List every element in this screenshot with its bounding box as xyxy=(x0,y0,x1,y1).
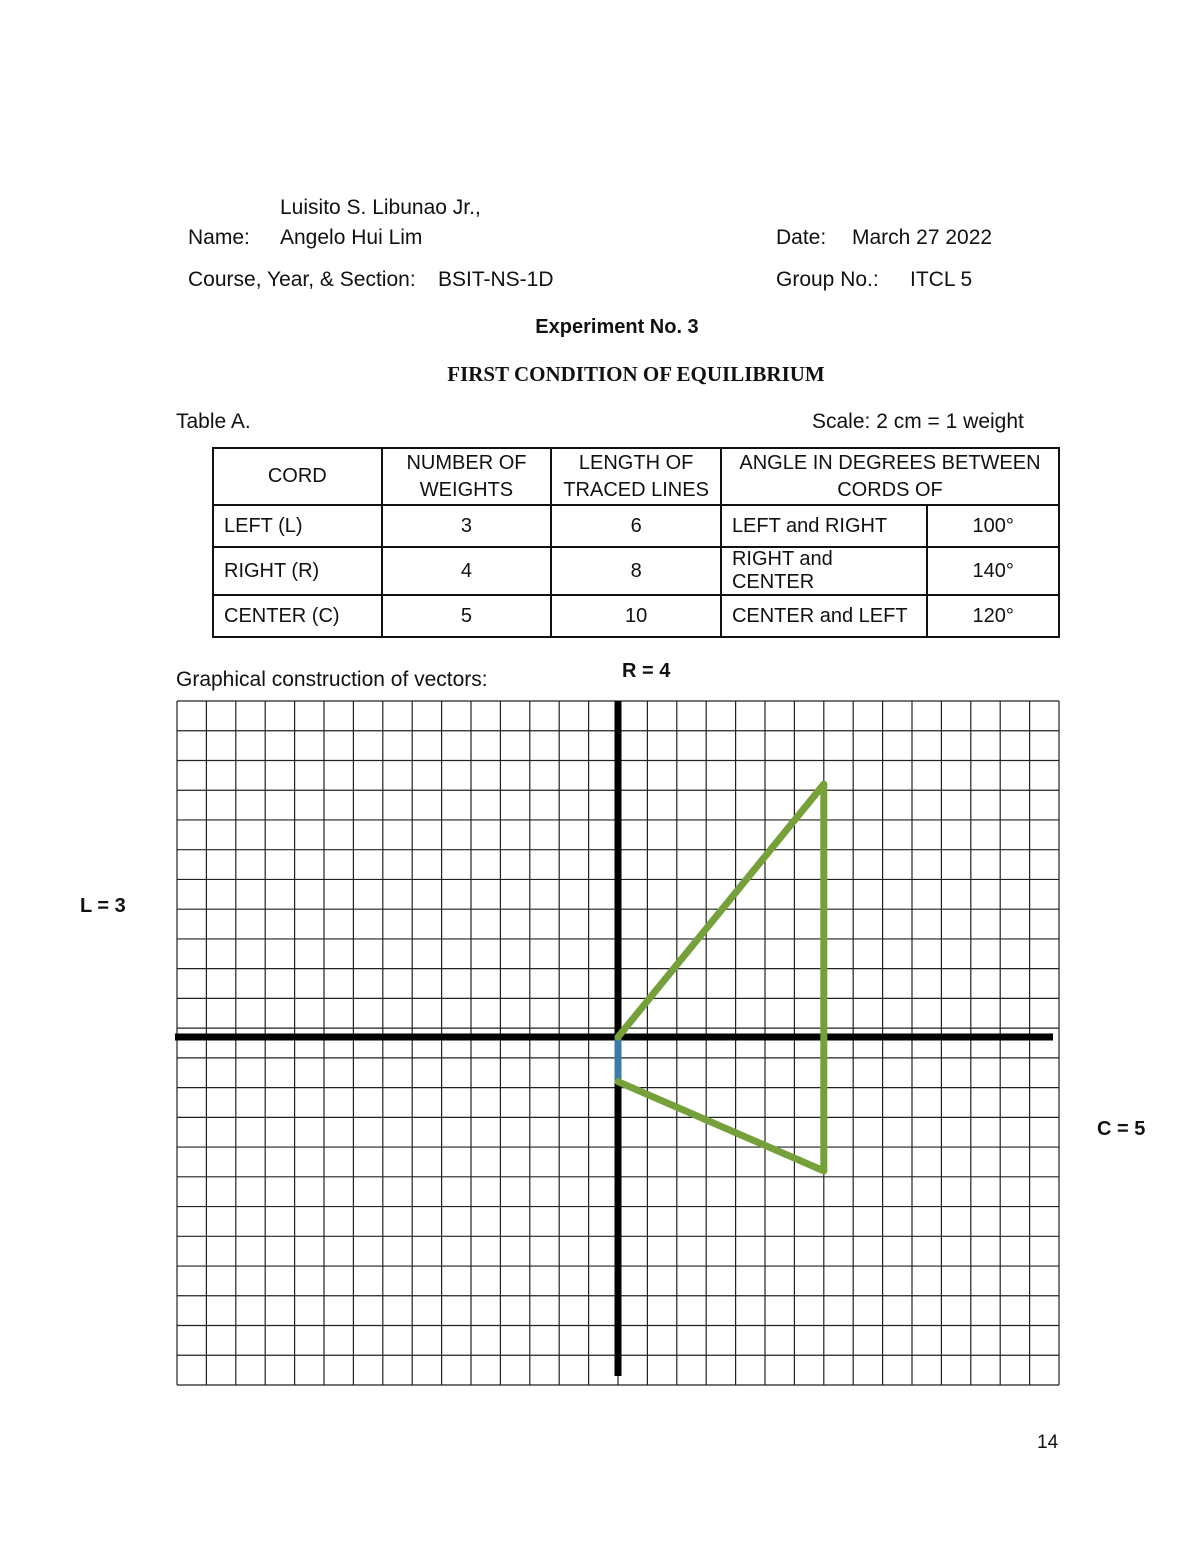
header-weights-line1: NUMBER OF xyxy=(406,451,527,474)
label-l: L = 3 xyxy=(80,895,126,917)
graph-axes xyxy=(175,701,1053,1376)
cell-angle: 140° xyxy=(927,547,1059,595)
label-c: C = 5 xyxy=(1097,1118,1146,1140)
group-label: Group No.: xyxy=(776,268,879,291)
cell-angle: 100° xyxy=(927,505,1059,547)
cell-cord: CENTER (C) xyxy=(213,595,382,637)
cell-angle: 120° xyxy=(927,595,1059,637)
cell-pair: RIGHT and CENTER xyxy=(721,547,927,595)
cell-cord: RIGHT (R) xyxy=(213,547,382,595)
green-lower xyxy=(618,1082,824,1171)
green-diagonal xyxy=(618,784,824,1037)
course-label: Course, Year, & Section: xyxy=(188,268,416,291)
graph-caption: Graphical construction of vectors: xyxy=(176,668,488,691)
experiment-number: Experiment No. 3 xyxy=(535,316,699,338)
name-line-2: Angelo Hui Lim xyxy=(280,226,423,249)
header-angle-line1: ANGLE IN DEGREES BETWEEN xyxy=(739,451,1041,474)
group-value: ITCL 5 xyxy=(910,268,973,291)
header-weights-line2: WEIGHTS xyxy=(419,478,514,501)
cell-length: 8 xyxy=(551,547,721,595)
header-length-line2: TRACED LINES xyxy=(563,478,709,501)
label-r: R = 4 xyxy=(622,660,671,682)
name-label: Name: xyxy=(188,226,250,249)
cell-weights: 3 xyxy=(382,505,552,547)
page-number: 14 xyxy=(1037,1432,1059,1453)
course-value: BSIT-NS-1D xyxy=(438,268,554,291)
date-value: March 27 2022 xyxy=(852,226,993,249)
header-length-line1: LENGTH OF xyxy=(578,451,694,474)
cell-cord: LEFT (L) xyxy=(213,505,382,547)
header-cord-text: CORD xyxy=(267,465,327,487)
cell-length: 10 xyxy=(551,595,721,637)
cell-pair: LEFT and RIGHT xyxy=(721,505,927,547)
cell-weights: 5 xyxy=(382,595,552,637)
name-line-1: Luisito S. Libunao Jr., xyxy=(280,196,481,219)
cell-weights: 4 xyxy=(382,547,552,595)
date-label: Date: xyxy=(776,226,827,249)
cell-pair: CENTER and LEFT xyxy=(721,595,927,637)
scale-note: Scale: 2 cm = 1 weight xyxy=(812,410,1024,433)
experiment-title: FIRST CONDITION OF EQUILIBRIUM xyxy=(447,362,825,386)
cell-length: 6 xyxy=(551,505,721,547)
graph-vectors xyxy=(618,784,824,1171)
table-caption: Table A. xyxy=(176,410,251,433)
header-angle-line2: CORDS OF xyxy=(837,478,943,501)
